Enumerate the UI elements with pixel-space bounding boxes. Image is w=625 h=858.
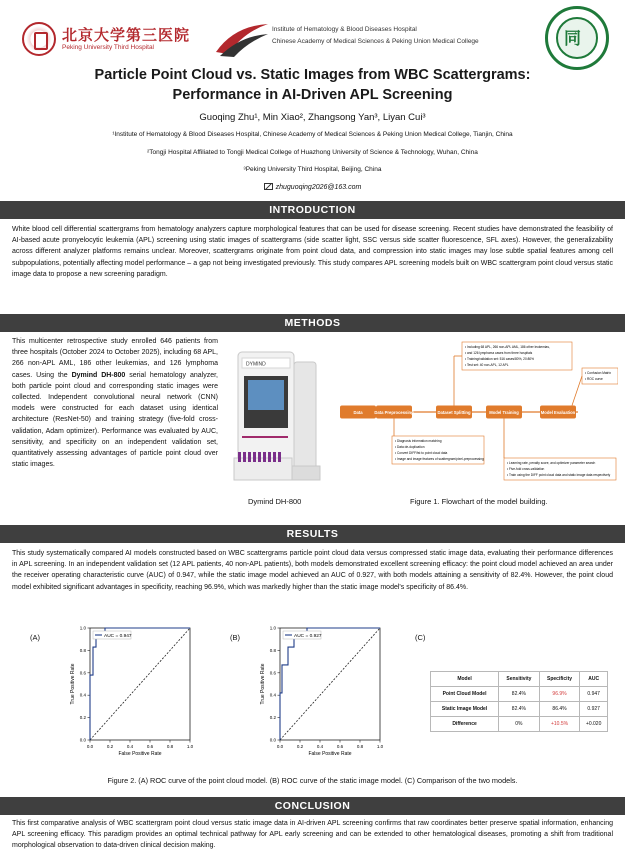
tongji-hospital-logo [545, 6, 609, 70]
x-tick-label: 0.6 [146, 744, 154, 749]
poster-header [0, 0, 625, 200]
flow-note-line: • Image and image features of scattergram/pixel-preprocessing [395, 457, 484, 461]
methods-text-part2: serial hematology analyzer, both particle point cloud and corresponding static images were collected. Independent convolutional neural network (CNN) models were constructed for each dataset using identical architecture (ResNet-50) and training strategy (five-fold cross-validation, Adam optimizer). Performance was evaluated by AUC, sensitivity, and specificity on an independent validation set, quantitatively assessing advantages of particle point cloud over static images. [12, 371, 218, 469]
y-tick-label: 1.0 [269, 625, 276, 631]
table-cell: 0% [499, 717, 540, 732]
device-caption: Dymind DH-800 [248, 497, 302, 506]
dymind-analyzer-image [232, 348, 322, 490]
pku-logo-en: Peking University Third Hospital [62, 44, 154, 51]
flow-node-label: Data Preprocessing [374, 409, 414, 415]
x-tick-label: 0.4 [126, 744, 134, 749]
table-cell: +0.020 [580, 717, 608, 732]
table-row [431, 717, 608, 732]
x-axis-label: False Positive Rate [118, 751, 162, 757]
table-cell: 0.947 [580, 687, 608, 702]
title-line-1: Particle Point Cloud vs. Static Images from WBC Scattergrams: [94, 67, 531, 83]
conclusion-text: This first comparative analysis of WBC scattergram point cloud versus static image data in AI-driven APL screening confirms that raw coordinates better preserve spatial information, enhancing APL screening efficacy. This paradigm provides an optimal technical pathway for APL early screening and can be extended to other hematological diseases, promoting a shift from traditional morphological observation to data-driven clinical decision making. [12, 820, 613, 850]
methods-device-name: Dymind DH-800 [71, 371, 126, 379]
y-tick-label: 0.8 [269, 647, 276, 653]
col-header: Sensitivity [499, 672, 540, 687]
y-tick-label: 0.2 [79, 715, 86, 721]
table-cell: 0.927 [580, 702, 608, 717]
y-tick-label: 0.6 [269, 670, 276, 676]
authors: Guoqing Zhu¹, Min Xiao², Zhangsong Yan³, Liyan Cui³ [199, 112, 426, 123]
col-header: Specificity [539, 672, 580, 687]
legend-entry: AUC = 0.947 [104, 633, 132, 639]
x-tick-label: 0.8 [166, 744, 174, 749]
flow-note-line: • Including 68 APL, 266 non-APL AML, 186 other leukemias, [465, 345, 550, 349]
x-tick-label: 0.2 [106, 744, 114, 749]
table-row [431, 687, 608, 702]
flow-note-line: • Training/validation set: 516 cases/80%, 20:80% [465, 357, 534, 361]
flow-note-line: • Diagnosis information matching [395, 439, 442, 443]
x-tick-label: 0.4 [316, 744, 324, 749]
panel-label-a: (A) [30, 633, 40, 642]
x-tick-label: 0.2 [296, 744, 304, 749]
affiliation-1: ¹Institute of Hematology & Blood Diseases Hospital, Chinese Academy of Medical Sciences & Peking Union Medical College, Tianjin, China [112, 131, 513, 138]
panel-label-b: (B) [230, 633, 240, 642]
y-axis-label: True Positive Rate [70, 663, 76, 705]
contact-email-row [0, 183, 625, 191]
methods-text [12, 336, 218, 470]
pku-seal-icon [22, 22, 56, 56]
table-header-row [431, 672, 608, 687]
table-cell: +10.5% [539, 717, 580, 732]
panel-label-c: (C) [415, 633, 426, 642]
introduction-text: White blood cell differential scattergrams from hematology analyzers capture morphological features that can be used for disease screening. Recent studies have demonstrated the feasibility of AI-based acute pronyelocytic leukemia (APL) screening using static images of scattergrams (side scatter light, SSC versus side scatter fluorescence, SFL axes). However, the generalizability across different analyzer platforms remains unclear. Moreover, scattergrams originate from point cloud data, and compression into static images may lose subtle spatial features among cell subpopulations, potentially affecting model performance – a gap not being investigated previously. This study compares APL screening models built on WBC scattergram point cloud versus static image data to propose a new screening paradigm. [12, 226, 613, 278]
flow-note-line: • Data de-duplication [395, 445, 425, 449]
flow-note-line: • Five-fold cross-validation [507, 467, 545, 471]
tongji-mark: 同 [564, 29, 581, 49]
model-building-flowchart [336, 340, 618, 488]
table-cell: Point Cloud Model [431, 687, 499, 702]
figure2-caption: Figure 2. (A) ROC curve of the point cloud model. (B) ROC curve of the static image model. (C) Comparison of the two models. [107, 776, 518, 785]
camss-line1: Institute of Hematology & Blood Diseases Hospital [272, 26, 417, 33]
reference-diagonal [280, 628, 380, 740]
x-tick-label: 0.0 [86, 744, 94, 749]
flow-node-label: Model Training [489, 409, 519, 415]
section-results-header: RESULTS [0, 525, 625, 543]
y-axis-label: True Positive Rate [260, 663, 266, 705]
section-introduction-header: INTRODUCTION [0, 201, 625, 219]
y-tick-label: 0.0 [79, 737, 86, 743]
device-brand-label: DYMIND [246, 361, 266, 368]
section-methods-header: METHODS [0, 314, 625, 332]
pku-logo-cn: 北京大学第三医院 [62, 26, 191, 44]
flow-note-line: • ROC curve [585, 377, 603, 381]
x-tick-label: 1.0 [376, 744, 384, 749]
reference-diagonal [90, 628, 190, 740]
flow-node-label: Data [353, 409, 363, 415]
x-tick-label: 0.0 [276, 744, 284, 749]
flow-note-line: • Confusion Matrix [585, 371, 611, 375]
contact-email[interactable]: zhuguoqing2026@163.com [275, 184, 362, 191]
x-tick-label: 1.0 [186, 744, 194, 749]
legend-entry: AUC = 0.927 [294, 633, 322, 639]
table-cell: 86.4% [539, 702, 580, 717]
affiliation-3: ³Peking University Third Hospital, Beijing, China [243, 166, 382, 173]
flow-note-line: • Train using the DIFF point cloud data and static image data respectively [507, 473, 611, 477]
y-tick-label: 0.2 [269, 715, 276, 721]
camss-mark-icon [214, 22, 270, 58]
flow-note-line: • Test set: 40 non-APL, 12 APL [465, 363, 509, 367]
table-cell: Static Image Model [431, 702, 499, 717]
poster-title [60, 65, 565, 105]
roc-chart-static-image [260, 620, 390, 760]
flow-note-line: • Convert DIFF/fst to point cloud data [395, 451, 448, 455]
flow-node-label: Dataset Splitting [437, 409, 471, 415]
y-tick-label: 1.0 [79, 625, 86, 631]
model-comparison-table [430, 671, 608, 732]
x-tick-label: 0.8 [356, 744, 364, 749]
figure1-caption: Figure 1. Flowchart of the model building. [410, 497, 548, 506]
x-axis-label: False Positive Rate [308, 751, 352, 757]
roc-chart-point-cloud [70, 620, 200, 760]
affiliation-2: ²Tongji Hospital Affiliated to Tongji Medical College of Huazhong University of Science & Technology, Wuhan, China [147, 149, 478, 156]
pku-third-hospital-logo [22, 22, 191, 56]
y-tick-label: 0.4 [79, 692, 86, 698]
table-cell: 82.4% [499, 702, 540, 717]
results-text: This study systematically compared AI models constructed based on WBC scattergrams particle point cloud data versus compressed static image data, evaluating their performance differences in APL screening. In an independent validation set (12 APL patients, 40 non-APL patients), both models demonstrated excellent screening efficacy: the point cloud model achieved an area under the receiver operating characteristic curve (AUC) of 0.947, while the static image model achieved an AUC of 0.927, with both models attaining a sensitivity of 82.4%. However, the point cloud model exhibited significant advantages in specificity, reaching 96.9%, which was markedly higher than the static image model's specificity of 86.4%. [12, 550, 613, 591]
camss-logo [214, 20, 479, 60]
methods-text-part1: This multicenter retrospective study enrolled 646 patients from three hospitals (October 2024 to October 2025), including 68 APL, 266 non-APL AML, 186 other leukemias, and 126 lymphoma cases. Using the [12, 338, 218, 379]
flow-note-line: • Learning rate, penalty score, and optimizer parameter search [507, 461, 596, 465]
table-cell: Difference [431, 717, 499, 732]
title-line-2: Performance in AI-Driven APL Screening [172, 87, 453, 103]
y-tick-label: 0.0 [269, 737, 276, 743]
col-header: Model [431, 672, 499, 687]
flow-connector [572, 376, 582, 406]
table-cell: 96.9% [539, 687, 580, 702]
col-header: AUC [580, 672, 608, 687]
section-conclusion-header: CONCLUSION [0, 797, 625, 815]
y-tick-label: 0.8 [79, 647, 86, 653]
flow-node-label: Model Evaluation [540, 409, 576, 415]
flow-note-line: • and 126 lymphoma cases from three hospitals [465, 351, 533, 355]
x-tick-label: 0.6 [336, 744, 344, 749]
table-row [431, 702, 608, 717]
y-tick-label: 0.4 [269, 692, 276, 698]
camss-line2: Chinese Academy of Medical Sciences & Peking Union Medical College [272, 38, 479, 45]
y-tick-label: 0.6 [79, 670, 86, 676]
table-cell: 82.4% [499, 687, 540, 702]
mail-icon [264, 183, 273, 190]
